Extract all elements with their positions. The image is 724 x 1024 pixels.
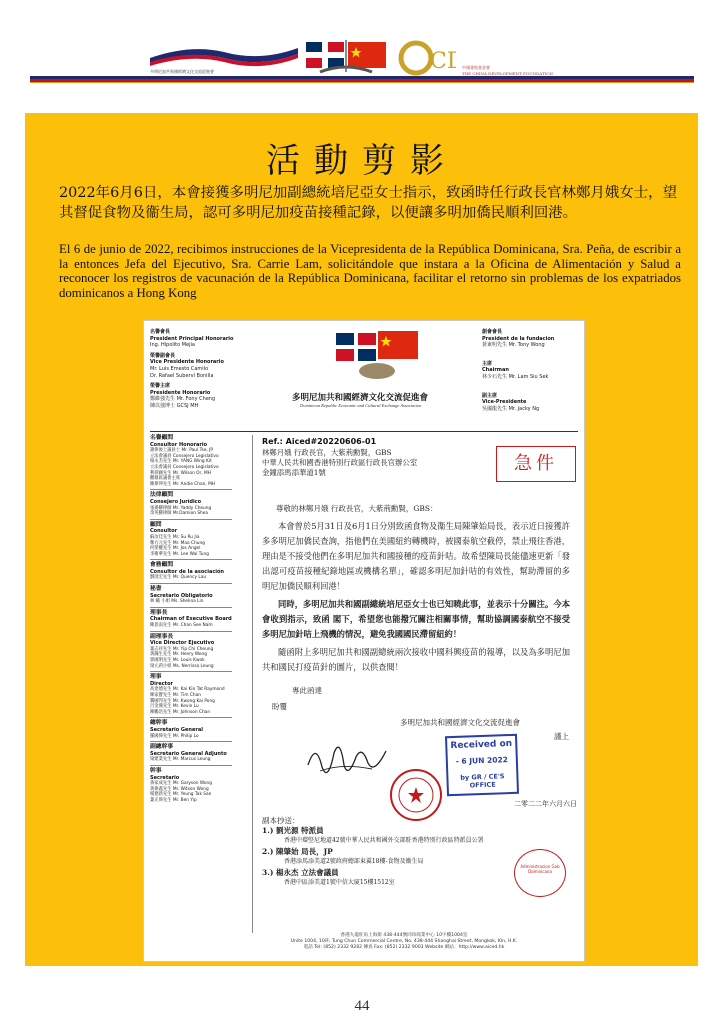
seal-text-2: Dominicana bbox=[528, 869, 552, 874]
officer-name: Mr. Luis Emesto Camilo bbox=[150, 365, 209, 372]
footer-line: Unite 1004, 10/F, Tung Chun Commercial Centre, No. 438-444 Shanghai Street, Mongkok, Kln, H.K. bbox=[290, 939, 518, 945]
letter-para-3: 隨函附上多明尼加共和國副總統兩次接收中國科興疫苗的報導，以及為多明尼加共和國民打疫苗針的圖片，以供查閱！ bbox=[262, 647, 570, 672]
letter-footer bbox=[234, 933, 574, 952]
address-line: 林鄭月娥 行政長官，大紫荊勳賢，GBS bbox=[262, 448, 392, 457]
officer-name: 林少石先生 Mr. Lam Siu Sek bbox=[482, 373, 549, 380]
sidebar-group-head: 顧問 bbox=[150, 519, 232, 529]
sidebar-member: 謝偉俊上議員士 Mr. Paul Tse, JP bbox=[150, 448, 213, 454]
cdf-logo-text: CD bbox=[430, 49, 456, 74]
cdf-logo bbox=[396, 38, 456, 78]
sidebar-group-sub: Consultor Honorario bbox=[150, 441, 208, 448]
sidebar-member: 黃瀚生先生 Mr. Henry Wong bbox=[150, 652, 208, 658]
received-stamp-office: by GR / CE'S OFFICE bbox=[460, 772, 505, 790]
sidebar-member: 楊德新先生 Mr. Yeung Tak San bbox=[150, 792, 212, 798]
cc-addr: 香港添馬添美道2號政府總部東翼18樓-食物及衞生局 bbox=[284, 858, 424, 865]
officer-head: 榮譽主席 bbox=[150, 383, 171, 390]
cdf-logo-icon bbox=[396, 38, 456, 78]
letter-ref: Ref.: Aiced#20220606-01 bbox=[262, 437, 377, 446]
government-seal bbox=[514, 849, 566, 897]
officer-head: 榮譽副會長 bbox=[150, 352, 176, 359]
letterhead-rule bbox=[150, 431, 578, 432]
sidebar-member: 陳思南先生 Mr. Chan See Nam bbox=[150, 623, 213, 629]
officer-head: 名譽會長 bbox=[150, 329, 171, 335]
urgent-stamp: 急件 bbox=[496, 446, 576, 482]
cc-label: 副本抄送： bbox=[262, 816, 300, 825]
officer-name: 陳以強博士 GCSJ MH bbox=[150, 402, 199, 409]
sidebar-group-head: 理事長 bbox=[150, 607, 232, 617]
cc-name: 3.) 楊永杰 立法會議員 bbox=[262, 868, 339, 877]
letter-date: 二零二二年六月六日 bbox=[514, 800, 577, 808]
officer-sub: Presidente Honorario bbox=[150, 389, 211, 396]
sidebar-member: 黃家成先生 Mr. Garyson Wong bbox=[150, 781, 212, 787]
sidebar-member: 陳偉坤先生 Mr. Andie Chan, MH bbox=[150, 481, 216, 487]
letterhead-org-cn: 多明尼加共和國經濟文化交流促進會 bbox=[292, 393, 429, 403]
cc-name: 1.) 劉光源 特派員 bbox=[262, 826, 324, 835]
sidebar-member: 羅國偉先生 Mr. Philip Lo bbox=[150, 733, 199, 739]
sidebar-member: 龔國邦先生 Mr. Kwong Kai Pong bbox=[150, 698, 215, 704]
sidebar-member: 葉志祥先生 Mr. Yip Chi Cheung bbox=[150, 646, 214, 652]
sidebar-member: 呂金漢先生 Mr. Kevin Lu bbox=[150, 704, 199, 710]
letter-para-1: 本會曾於5月31日及6月1日分別致函食物及衞生局陳肇始局長，表示近日接獲許多多明尼加僑民查詢，指他們在美國紐約轉機時，被國泰航空截停，禁止飛往香港，理由是不接受他們在多明尼加共和國接種的疫苗針咭。故希望陳局長能儘速更新「發出認可疫苗接種紀錄地區或機構名單」，確認多明尼加針咭的有效性，幫助滯留的多明尼加僑民順利回港！ bbox=[262, 521, 570, 591]
officer-sub: President de la fundacion bbox=[482, 335, 555, 342]
sidebar-group-head: 秘書 bbox=[150, 583, 232, 593]
sidebar-group-sub: Consultor bbox=[150, 528, 178, 535]
received-stamp-label: Received on bbox=[450, 738, 513, 752]
sidebar-member: 何榮權先生 Mr. Jos Angel bbox=[150, 546, 201, 552]
sidebar-member: 葉正偉先生 Mr. Ben Yip bbox=[150, 797, 197, 803]
sidebar-group-head: 副理事長 bbox=[150, 631, 232, 641]
sidebar-group-head: 會務顧問 bbox=[150, 559, 232, 569]
footer-line: 電話 Tel: (852) 2332 9282 傳真 Fax: (852) 2332 9003 Website 網站：http://www.aiced.hk bbox=[303, 945, 505, 951]
letter-officers-right bbox=[482, 329, 554, 412]
sidebar-member: 張揚耀律師 Mr. Yaddy Cheung bbox=[150, 505, 212, 511]
cc-name: 2.) 陳肇始 局長，JP bbox=[262, 847, 333, 856]
sidebar-group-head: 副總幹事 bbox=[150, 741, 232, 751]
sidebar-member: 觀塘區議會主席 bbox=[150, 476, 181, 482]
body-spanish: El 6 de junio de 2022, recibimos instrucciones de la Vicepresidenta de la República Dominicana, Sra. Peña, de escribir a la entonces Jefa del Ejecutivo, Sra. Carrie Lam, solicitándole que instara a la Oficina de Alimentación y Salud a reconocer los registros de vacunación de la República Dominicana, facilitar el retorno sin problemas de los expatriados dominicanos a Hong Kong bbox=[59, 242, 681, 300]
body-chinese: 2022年6月6日，本會接獲多明尼加副總統培尼亞女士指示，致函時任行政長官林鄭月娥女士，望其督促食物及衞生局，認可多明尼加疫苗接種記錄，以便讓多明加僑民順利回港。 bbox=[59, 185, 677, 221]
sidebar-group-sub: Consultor de la asociación bbox=[150, 568, 224, 575]
letter-document bbox=[143, 320, 585, 962]
sidebar-member: 梁元莉小姐 Ms. Nerrissa Leung bbox=[150, 663, 214, 669]
officer-name: Dr. Rafael Suberví Bonilla bbox=[150, 372, 214, 379]
seal-text: Administracion Gob bbox=[520, 864, 560, 869]
sidebar-member: 梁建業先生 Mr. Marcus Leung bbox=[150, 757, 211, 763]
letter-sidebar bbox=[150, 435, 232, 805]
letter-address bbox=[262, 448, 417, 478]
association-name: 多明尼加共和國經濟文化交流促進會 bbox=[150, 69, 214, 74]
sidebar-member: 楊永杰先生 Mr. YANG Wing Kit bbox=[150, 459, 212, 465]
sidebar-member: 郭國明先生 Mr. Louis Kwok bbox=[150, 658, 205, 663]
association-logo-mark bbox=[150, 36, 298, 68]
cc-addr: 香港中區添美道1號中信大廈15樓1512室 bbox=[284, 879, 395, 886]
officer-sub: Vice-Presidente bbox=[482, 399, 527, 406]
officer-sub: Chairman bbox=[482, 367, 509, 374]
letter-para-2: 同時，多明尼加共和國副總統培尼亞女士也已知曉此事，並表示十分關注。今本會收到指示，致函 閣下，希望您也能撥冗關注相關事情，幫助協調國泰航空不接受多明尼加針咭上飛機的情況，避免我國國民滯留紐約！ bbox=[262, 599, 570, 639]
flags-emblem bbox=[300, 38, 392, 78]
sidebar-member: 余英騰律師 Mr.Damion Shea bbox=[150, 511, 209, 517]
sidebar-member: 利劍國先生 Mr. Wilson Or, MH bbox=[150, 470, 211, 476]
officer-name: Ing. Hipolito Mejia bbox=[150, 342, 195, 349]
sidebar-group-sub: Consejero Jurídico bbox=[150, 498, 202, 505]
sidebar-member: 立法會議員 Consejero Legislativo bbox=[150, 453, 219, 459]
sidebar-group-head: 幹事 bbox=[150, 765, 232, 775]
sidebar-group-head: 理事 bbox=[150, 671, 232, 681]
address-line: 中華人民共和國香港特別行政區行政長官辦公室 bbox=[262, 458, 418, 467]
sidebar-group-head: 總幹事 bbox=[150, 717, 232, 727]
received-stamp-date: - 6 JUN 2022 bbox=[455, 755, 509, 766]
sidebar-group-sub: Chairman of Executive Board bbox=[150, 616, 232, 623]
sidebar-member: 蘇汝佳先生 Mr. Su Ru Jia bbox=[150, 534, 200, 540]
sidebar-group-sub: Secretario General bbox=[150, 726, 203, 733]
cc-addr: 香港中環堅尼地道42號中華人民共和國外交部駐香港特別行政區特派員公署 bbox=[284, 837, 484, 844]
sidebar-group-head: 名譽顧問 bbox=[150, 435, 174, 441]
association-logo bbox=[150, 36, 298, 76]
page-number: 44 bbox=[354, 998, 370, 1014]
signature-icon bbox=[302, 735, 392, 785]
letter-sign-respect: 謹上 bbox=[554, 732, 569, 741]
officer-name: 吳國龍先生 Mr. Jacky Ng bbox=[482, 405, 540, 412]
sidebar-group-sub: Secretario General Adjunto bbox=[150, 750, 227, 757]
sidebar-group-sub: Director bbox=[150, 680, 173, 687]
sidebar-member: 陳鵬浩先生 Mr. Johnson Chan bbox=[150, 709, 211, 715]
letter-salutation: 尊敬的林鄭月娥 行政長官，大紫荊勳賢，GBS： bbox=[276, 504, 438, 513]
page-title: 活動剪影 bbox=[266, 141, 458, 181]
officer-sub: Vice Presidente Honorario bbox=[150, 359, 224, 366]
sidebar-member: 陳家寶先生 Mr. Tim Chan bbox=[150, 692, 201, 698]
foundation-name-cn: 中國發展基金會 bbox=[462, 65, 490, 70]
letterhead-org-es: Dominican Republic Economic and Cultural Exchange Association bbox=[300, 403, 422, 408]
sidebar-member: 黃偉鑫先生 Mr. Witson Wong bbox=[150, 786, 209, 792]
sidebar-member: 高達德先生 Mr. Kai Kin Tat Raymond bbox=[150, 687, 225, 693]
letter-closing-1: 專此函達 bbox=[292, 686, 322, 695]
officer-head: 副主席 bbox=[482, 392, 498, 399]
officer-name: 黃東明先生 Mr. Tony Wong bbox=[482, 342, 545, 349]
received-stamp bbox=[445, 734, 519, 796]
sidebar-divider bbox=[252, 435, 253, 933]
letter-officers-left bbox=[150, 329, 233, 410]
foundation-name-en: THE CHINA DEVELOPMENT FOUNDATION bbox=[462, 71, 553, 76]
letter-closing-2: 盼覆 bbox=[272, 702, 287, 711]
page-header bbox=[0, 0, 724, 90]
sidebar-group-head: 法律顧問 bbox=[150, 489, 232, 499]
letter-sign-org: 多明尼加共和國經濟文化交流促進會 bbox=[400, 718, 520, 727]
sidebar-member: 立法會議員 Consejero Legislativo bbox=[150, 464, 219, 470]
sidebar-member: 林 曦 小姐 Ms. Shelina Lin bbox=[150, 599, 204, 605]
sidebar-group-sub: Vice Director Ejecutivo bbox=[150, 640, 215, 647]
flags-icon bbox=[300, 38, 392, 78]
officer-head: 創會會長 bbox=[482, 329, 503, 335]
sidebar-member: 鄭方元先生 Mr. Mao Chung bbox=[150, 540, 205, 546]
officer-head: 主席 bbox=[482, 360, 493, 367]
address-line: 金鐘添馬添華道1號 bbox=[262, 468, 326, 477]
header-stripe-gold bbox=[30, 82, 694, 83]
sidebar-group-sub: Secretario Obligatorio bbox=[150, 592, 213, 599]
footer-line: 香港九龍旺角上海街 438-444號同珍商業中心 10字樓1004室 bbox=[340, 933, 468, 938]
letterhead-flags-icon bbox=[334, 327, 420, 389]
association-seal-icon bbox=[388, 767, 444, 823]
sidebar-group-sub: Secretario bbox=[150, 774, 180, 781]
officer-sub: President Principal Honorario bbox=[150, 335, 234, 342]
sidebar-member: 李衛華先生 Mr. Lee Wai Tung bbox=[150, 551, 209, 557]
cc-list bbox=[262, 825, 484, 888]
sidebar-member: 劉澄宏先生 Mr. Quency Lau bbox=[150, 575, 207, 581]
officer-name: 鄭維強先生 Mr. Fony Cheng bbox=[150, 396, 216, 403]
